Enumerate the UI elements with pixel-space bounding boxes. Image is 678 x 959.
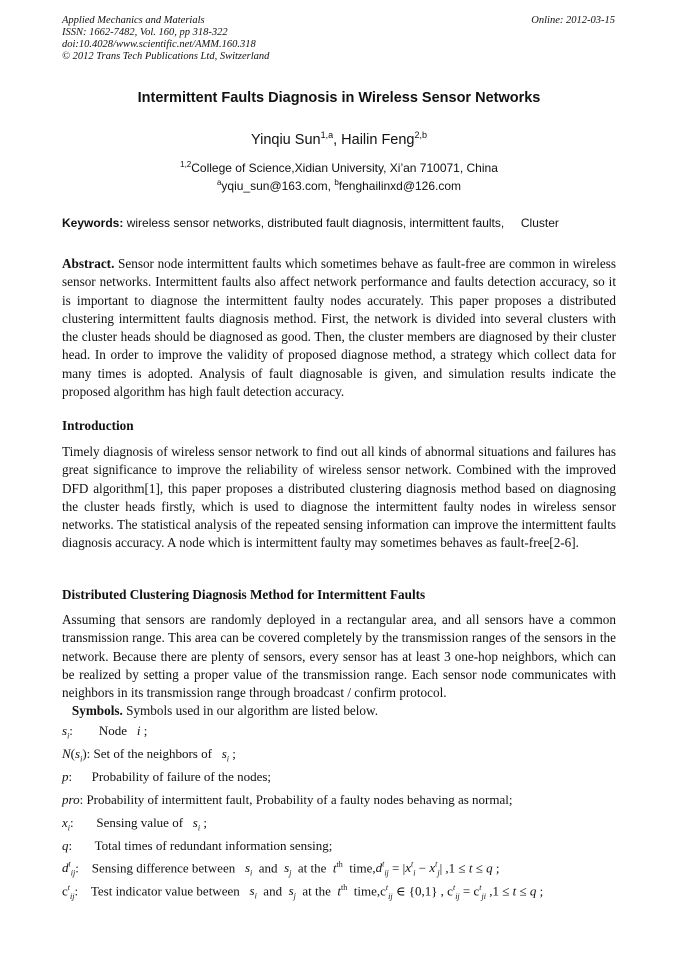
symbols-label: Symbols. bbox=[71, 703, 123, 718]
method-text: Assuming that sensors are randomly deployed in a rectangular area, and all sensors have a common transmission range. This area can be covered completely by the transmission ranges of the sensors in the network. Because there are plenty of sensors, every sensor has at least 3 one-hop neighbors, which can be realized by setting a proper value of the transmission range. Each sensor node communicates with neighbors in its transmission range through broadcast / confirm protocol. bbox=[62, 612, 616, 701]
doi: doi:10.4028/www.scientific.net/AMM.160.318 bbox=[62, 39, 256, 50]
symbol-q: q: Total times of redundant information sensing; bbox=[62, 838, 333, 853]
symbols-intro bbox=[62, 702, 616, 720]
abstract-text: Sensor node intermittent faults which sometimes behave as fault-free are common in wireless sensor networks. Intermittent faults also affect network performance and faults detection accuracy, so it is important to diagnose the intermittent faulty nodes accurately. This paper proposes a distributed clustering intermittent faults diagnosis method. First, the network is divided into several clusters with the cluster heads should be diagnosed as good. Then, the cluster members are diagnosed by their cluster head. In order to improve the validity of proposed diagnose method, a strategy which collect data for many times is adopted. Analysis of fault diagnosable is given, and simulation results indicate the proposed algorithm has high fault detection accuracy. bbox=[62, 256, 616, 400]
abstract-label: Abstract. bbox=[62, 256, 115, 271]
symbol-pro: pro: Probability of intermittent fault, Probability of a faulty nodes behaving as normal; bbox=[62, 792, 513, 807]
introduction-text: Timely diagnosis of wireless sensor network to find out all kinds of abnormal situations and failures has great significance to improve the reliability of wireless sensor network. Combined with the improved DFD algorithm[1], this paper proposes a distributed clustering diagnosis method based on diagnosing the cluster heads firstly, which is used to diagnose the intermittent faulty nodes in wireless sensor networks. The statistical analysis of the repeated sensing information can improve the intermittent faults diagnosis accuracy. A node which is intermittent faulty may sometimes behaves as fault-free[2-6]. bbox=[62, 444, 616, 551]
copyright: © 2012 Trans Tech Publications Ltd, Switzerland bbox=[62, 51, 270, 62]
author-2-sup: 2,b bbox=[414, 130, 428, 140]
affiliation-text: College of Science,Xidian University, Xi’an 710071, China bbox=[191, 161, 498, 175]
email-2-sup: b bbox=[334, 178, 339, 187]
authors: Yinqiu Sun$^{1,a}$, Hailin Feng$^{2,b}$ bbox=[250, 130, 428, 148]
email-2: fenghailinxd@126.com bbox=[338, 179, 462, 193]
keywords bbox=[62, 216, 622, 230]
method-heading: Distributed Clustering Diagnosis Method for Intermittent Faults bbox=[62, 587, 426, 602]
introduction-heading: Introduction bbox=[62, 418, 134, 433]
author-1-sup: 1,a bbox=[320, 130, 334, 140]
affiliation-sup: 1,2 bbox=[180, 160, 192, 169]
keywords-label: Keywords: bbox=[62, 216, 124, 230]
symbol-dij: $d^t_{ij}$: Sensing difference between $s_i$ and $s_j$ at the $t^{th}$ $time,d^t_{ij} = |x^t_i - x^t_j|$ ,1 ≤ t ≤ q ; bbox=[62, 860, 500, 878]
email-1: yqiu_sun@163.com bbox=[221, 179, 328, 193]
symbol-xi: $x_i$: Sensing value of $s_i$ ; bbox=[62, 815, 207, 833]
email-1-sup: a bbox=[216, 178, 222, 187]
author-2: Hailin Feng bbox=[341, 131, 415, 148]
symbol-cij: $c^t_{ij}$: Test indicator value between $s_i$ and $s_j$ at the $t^{th}$ $time,c^t_{ij}$ ∈ {0,1} , $c^t_{ij} = c^t_{ji}$ ,1 ≤ t ≤ q ; bbox=[62, 883, 544, 901]
symbol-neighbors: $N(s_i)$: Set of the neighbors of $s_i$ ; bbox=[62, 746, 236, 764]
paper-title: Intermittent Faults Diagnosis in Wireless Sensor Networks bbox=[137, 90, 541, 106]
affiliation bbox=[62, 160, 616, 175]
symbols-intro-text: Symbols used in our algorithm are listed below. bbox=[126, 703, 378, 718]
issn: ISSN: 1662-7482, Vol. 160, pp 318-322 bbox=[62, 27, 228, 38]
symbol-p: p: Probability of failure of the nodes; bbox=[62, 769, 272, 784]
abstract bbox=[62, 255, 616, 401]
author-1: Yinqiu Sun bbox=[250, 131, 321, 148]
keywords-text: wireless sensor networks, distributed fault diagnosis, intermittent faults, Cluster bbox=[126, 216, 559, 230]
journal-name: Applied Mechanics and Materials bbox=[62, 15, 205, 26]
symbol-si: $s_i$: Node i ; bbox=[62, 723, 148, 741]
journal-header bbox=[62, 15, 269, 63]
online-date: Online: 2012-03-15 bbox=[531, 15, 615, 26]
emails: $^a$yqiu_sun@163.com, $^b$fenghailinxd@126.com bbox=[216, 178, 462, 193]
